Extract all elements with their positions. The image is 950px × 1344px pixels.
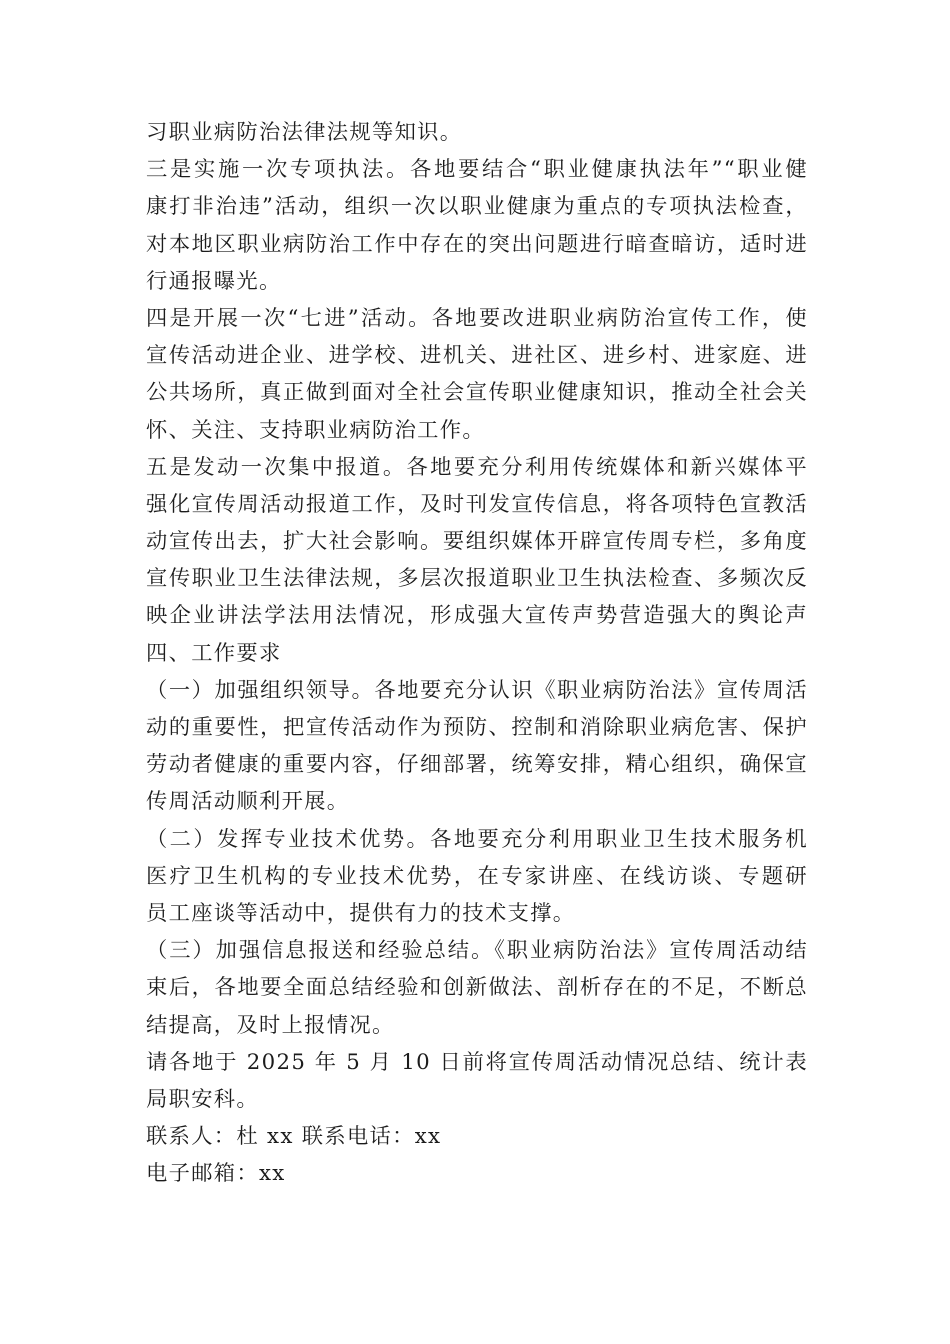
- text-line: 请各地于 2025 年 5 月 10 日前将宣传周活动情况总结、统计表: [146, 1049, 808, 1075]
- text-line: （二）发挥专业技术优势。各地要充分利用职业卫生技术服务机: [146, 826, 808, 852]
- text-line: 束后，各地要全面总结经验和创新做法、剖析存在的不足，不断总: [146, 975, 808, 1001]
- text-line: 公共场所，真正做到面对全社会宣传职业健康知识，推动全社会关: [146, 380, 808, 406]
- text-line: 康打非治违”活动，组织一次以职业健康为重点的专项执法检查，: [146, 194, 808, 220]
- text-line: 行通报曝光。: [146, 268, 282, 294]
- text-line: 五是发动一次集中报道。各地要充分利用传统媒体和新兴媒体平: [146, 454, 808, 480]
- text-line: 对本地区职业病防治工作中存在的突出问题进行暗查暗访，适时进: [146, 231, 808, 257]
- text-line: 传周活动顺利开展。: [146, 789, 350, 815]
- text-line: 动宣传出去，扩大社会影响。要组织媒体开辟宣传周专栏，多角度: [146, 529, 808, 555]
- email-line: 电子邮箱：xx: [146, 1161, 286, 1187]
- text-line: 员工座谈等活动中，提供有力的技术支撑。: [146, 900, 576, 926]
- text-line: 局职安科。: [146, 1086, 259, 1112]
- text-line: 映企业讲法学法用法情况，形成强大宣传声势营造强大的舆论声: [146, 603, 808, 629]
- text-line: （三）加强信息报送和经验总结。《职业病防治法》宣传周活动结: [146, 938, 808, 964]
- document-body: [146, 114, 808, 1192]
- text-line: 四是开展一次“七进”活动。各地要改进职业病防治宣传工作，使: [146, 305, 808, 331]
- text-line: 宣传职业卫生法律法规，多层次报道职业卫生执法检查、多频次反: [146, 566, 808, 592]
- text-line: 医疗卫生机构的专业技术优势，在专家讲座、在线访谈、专题研: [146, 863, 808, 889]
- text-line: 结提高，及时上报情况。: [146, 1012, 395, 1038]
- text-line: 动的重要性，把宣传活动作为预防、控制和消除职业病危害、保护: [146, 715, 808, 740]
- text-line: （一）加强组织领导。各地要充分认识《职业病防治法》宣传周活: [146, 677, 808, 703]
- text-line: 三是实施一次专项执法。各地要结合“职业健康执法年”“职业健: [146, 157, 808, 183]
- text-line: 强化宣传周活动报道工作，及时刊发宣传信息，将各项特色宣教活: [146, 491, 808, 517]
- text-line: 劳动者健康的重要内容，仔细部署，统筹安排，精心组织，确保宣: [146, 752, 808, 778]
- text-line: 宣传活动进企业、进学校、进机关、进社区、进乡村、进家庭、进: [146, 343, 808, 369]
- section-heading: 四、工作要求: [146, 640, 282, 666]
- text-line: 怀、关注、支持职业病防治工作。: [146, 417, 485, 443]
- text-line: 习职业病防治法律法规等知识。: [146, 120, 463, 145]
- contact-line: 联系人：杜 xx 联系电话：xx: [146, 1124, 442, 1150]
